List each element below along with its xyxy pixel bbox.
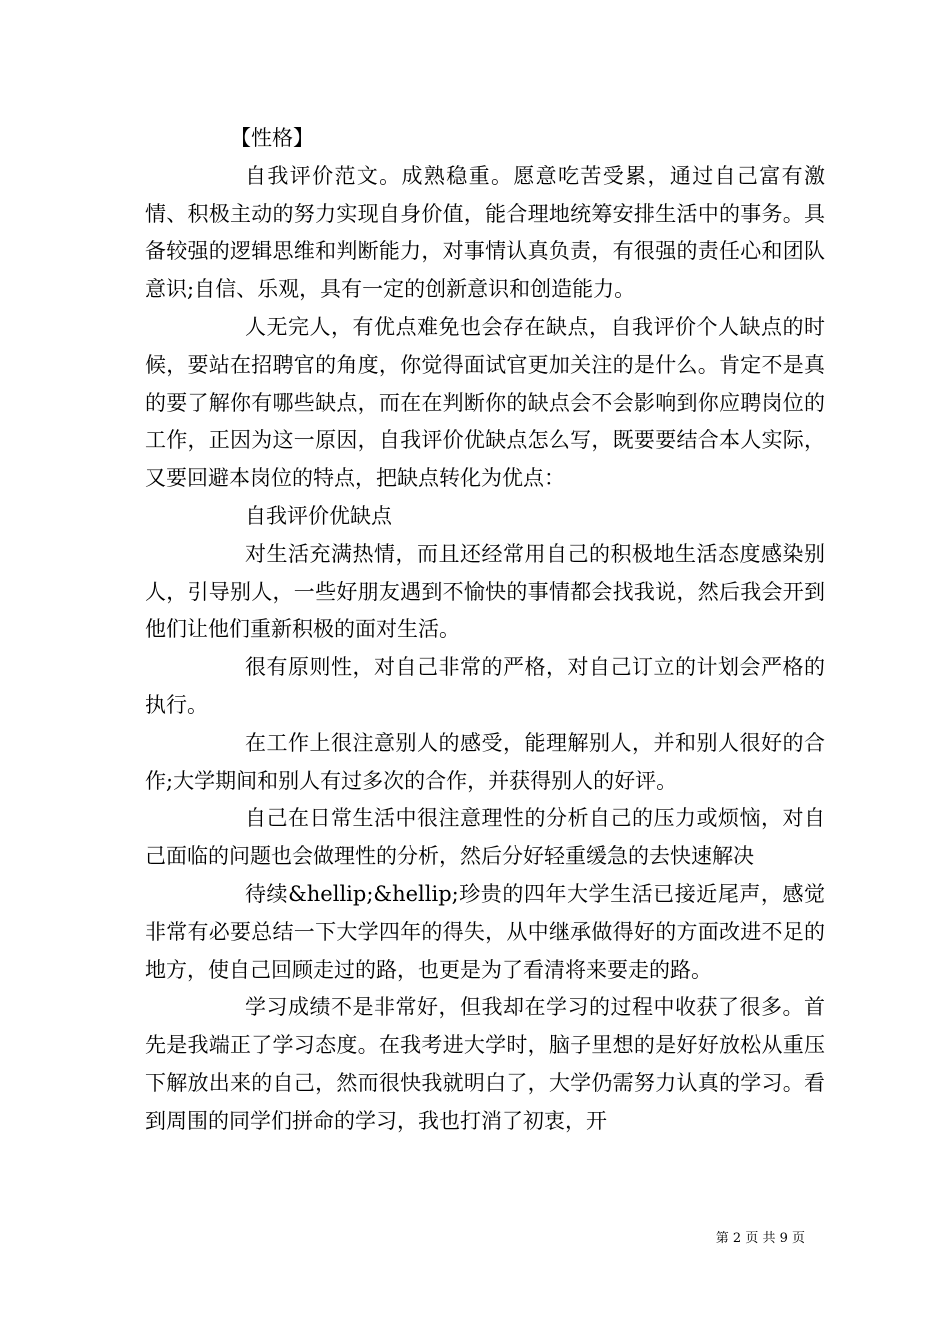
subheading: 自我评价优缺点 (245, 503, 392, 528)
paragraph: 很有原则性，对自己非常的严格，对自己订立的计划会严格的执行。 (145, 655, 825, 717)
paragraph: 对生活充满热情，而且还经常用自己的积极地生活态度感染别人，引导别人，一些好朋友遇到不愉快的事情都会找我说，然后我会开到他们让他们重新积极的面对生活。 (145, 541, 825, 642)
paragraph: 在工作上很注意别人的感受，能理解别人，并和别人很好的合作;大学期间和别人有过多次的合作，并获得别人的好评。 (145, 730, 825, 793)
document-body (145, 120, 825, 1141)
paragraph: 学习成绩不是非常好，但我却在学习的过程中收获了很多。首先是我端正了学习态度。在我考进大学时，脑子里想的是好好放松从重压下解放出来的自己，然而很快我就明白了，大学仍需努力认真的学习。看到周围的同学们拼命的学习，我也打消了初衷，开 (145, 995, 825, 1133)
section-heading: 【性格】 (230, 126, 314, 150)
paragraph: 自我评价范文。成熟稳重。愿意吃苦受累，通过自己富有激情、积极主动的努力实现自身价值，能合理地统筹安排生活中的事务。具备较强的逻辑思维和判断能力，对事情认真负责，有很强的责任心和团队意识;自信、乐观，具有一定的创新意识和创造能力。 (145, 163, 825, 302)
paragraph: 人无完人，有优点难免也会存在缺点，自我评价个人缺点的时候，要站在招聘官的角度，你觉得面试官更加关注的是什么。肯定不是真的要了解你有哪些缺点，而在在判断你的缺点会不会影响到你应聘岗位的工作，正因为这一原因，自我评价优缺点怎么写，既要要结合本人实际，又要回避本岗位的特点，把缺点转化为优点： (145, 314, 825, 491)
page-number: 第 2 页 共 9 页 (715, 1231, 805, 1246)
paragraph: 自己在日常生活中很注意理性的分析自己的压力或烦恼，对自己面临的问题也会做理性的分析，然后分好轻重缓急的去快速解决 (145, 806, 825, 869)
paragraph: 待续&hellip;&hellip;珍贵的四年大学生活已接近尾声，感觉非常有必要总结一下大学四年的得失，从中继承做得好的方面改进不足的地方，使自己回顾走过的路，也更是为了看清将来要走的路。 (145, 881, 825, 982)
